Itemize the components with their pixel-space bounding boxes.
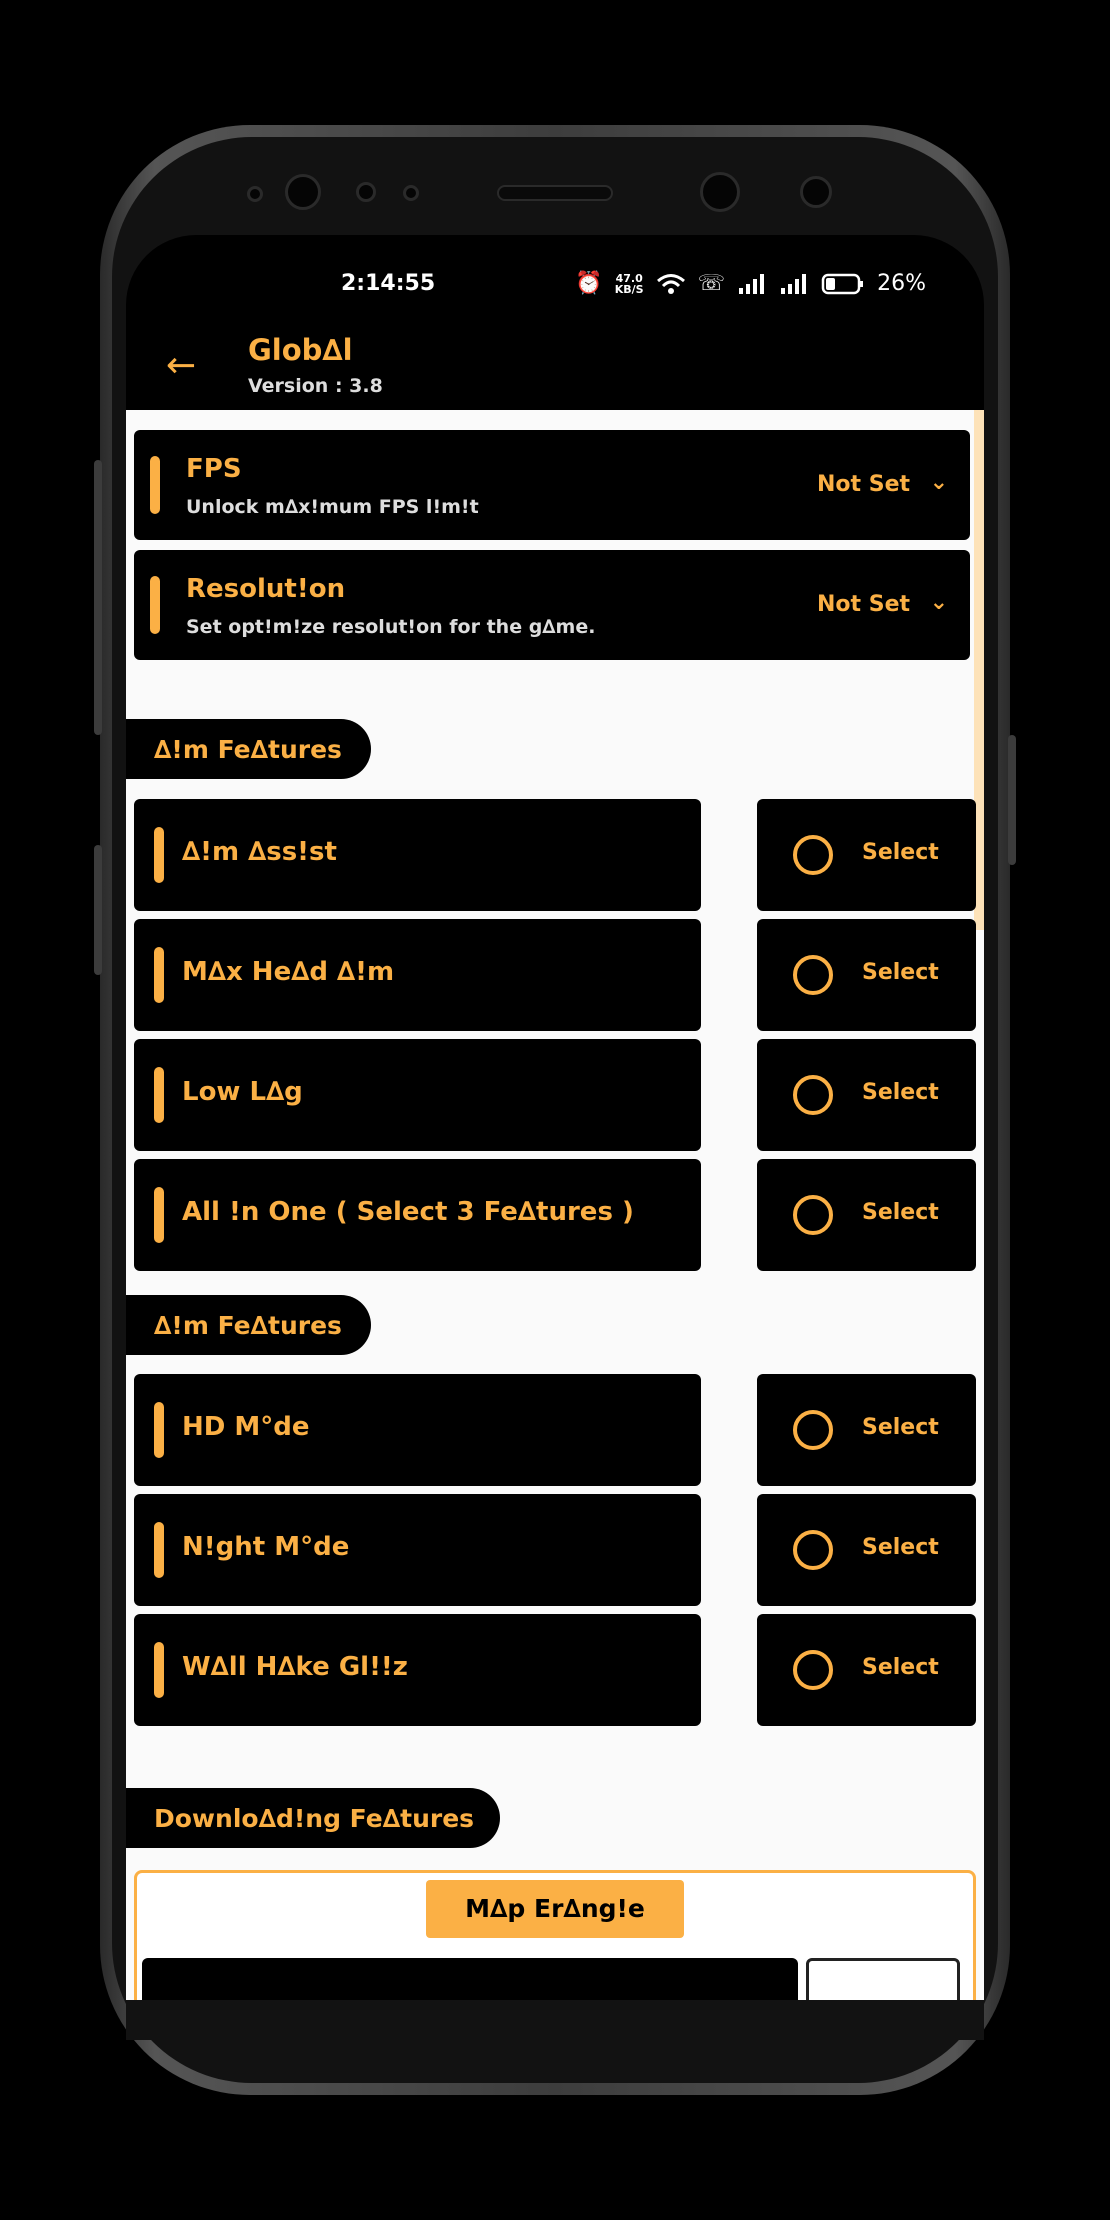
radio-icon [793, 1075, 833, 1115]
setting-value: Not Set [817, 472, 910, 497]
feature-row [134, 1494, 701, 1606]
select-label: Select [862, 960, 939, 985]
select-button[interactable] [757, 1159, 976, 1271]
side-button [94, 845, 102, 975]
chevron-down-icon: ⌄ [929, 590, 948, 615]
setting-value: Not Set [817, 592, 910, 617]
volume-button [94, 460, 102, 735]
select-label: Select [862, 1535, 939, 1560]
accent-bar [154, 1402, 164, 1458]
select-button[interactable] [757, 919, 976, 1031]
feature-label: M∆x He∆d ∆!m [182, 957, 395, 987]
sensor-dot [800, 176, 832, 208]
accent-bar [154, 947, 164, 1003]
screen-bottom-bezel [126, 2000, 984, 2040]
sensor-dot [247, 186, 263, 202]
status-time: 2:14:55 [341, 271, 436, 296]
power-button [1008, 735, 1016, 865]
signal-icon-2 [779, 272, 809, 296]
radio-icon [793, 1650, 833, 1690]
setting-fps[interactable] [134, 430, 970, 540]
radio-icon [793, 835, 833, 875]
feature-row [134, 1374, 701, 1486]
sensor-dot [356, 182, 376, 202]
app-version: Version : 3.8 [248, 375, 383, 397]
setting-subtitle: Unlock m∆x!mum FPS l!m!t [186, 496, 479, 518]
alarm-icon: ⏰ [575, 271, 603, 296]
feature-row [134, 1039, 701, 1151]
earpiece-speaker [497, 185, 613, 201]
feature-row [134, 1159, 701, 1271]
wifi-icon [656, 272, 686, 296]
feature-label: HD M°de [182, 1412, 310, 1442]
select-button[interactable] [757, 1614, 976, 1726]
feature-label: Low L∆g [182, 1077, 303, 1107]
phone-screen [126, 235, 984, 2000]
select-label: Select [862, 1415, 939, 1440]
front-camera [285, 174, 321, 210]
main-content [126, 410, 984, 2000]
select-button[interactable] [757, 1374, 976, 1486]
feature-label: ∆!m ∆ss!st [182, 837, 337, 867]
accent-bar [150, 456, 160, 514]
setting-title: Resolut!on [186, 574, 346, 604]
front-camera-2 [700, 172, 740, 212]
app-title: Glob∆l [248, 333, 353, 367]
accent-bar [154, 827, 164, 883]
map-erangle-button[interactable]: M∆p Er∆ng!e [426, 1880, 684, 1938]
battery-icon [821, 272, 865, 296]
radio-icon [793, 955, 833, 995]
feature-row [134, 799, 701, 911]
net-speed-value: 47.0 [615, 271, 643, 285]
section-header: ∆!m Fe∆tures [126, 1295, 371, 1355]
net-speed-unit: KB/S [614, 282, 644, 296]
call-icon: ☏ [697, 271, 726, 296]
feature-row [134, 1614, 701, 1726]
feature-row [134, 919, 701, 1031]
sensor-dot [403, 185, 419, 201]
feature-label: All !n One ( Select 3 Fe∆tures ) [182, 1197, 634, 1227]
section-header: ∆!m Fe∆tures [126, 719, 371, 779]
back-arrow-icon[interactable]: ← [166, 345, 197, 386]
download-row [142, 1958, 798, 2000]
chevron-down-icon: ⌄ [929, 470, 948, 495]
accent-bar [154, 1067, 164, 1123]
signal-icon [737, 272, 767, 296]
setting-title: FPS [186, 454, 242, 484]
radio-icon [793, 1530, 833, 1570]
radio-icon [793, 1195, 833, 1235]
setting-subtitle: Set opt!m!ze resolut!on for the g∆me. [186, 616, 596, 638]
setting-resolution[interactable] [134, 550, 970, 660]
accent-bar [154, 1522, 164, 1578]
battery-percent: 26% [877, 271, 926, 296]
radio-icon [793, 1410, 833, 1450]
accent-bar [154, 1187, 164, 1243]
status-icons [575, 271, 926, 296]
select-label: Select [862, 1080, 939, 1105]
accent-bar [150, 576, 160, 634]
net-speed [615, 273, 644, 295]
status-bar [126, 235, 984, 335]
select-button[interactable] [757, 1494, 976, 1606]
select-label: Select [862, 840, 939, 865]
download-toggle[interactable] [806, 1958, 960, 2000]
select-button[interactable] [757, 799, 976, 911]
accent-bar [154, 1642, 164, 1698]
feature-label: W∆ll H∆ke Gl!!z [182, 1652, 408, 1682]
feature-label: N!ght M°de [182, 1532, 350, 1562]
select-label: Select [862, 1200, 939, 1225]
select-label: Select [862, 1655, 939, 1680]
select-button[interactable] [757, 1039, 976, 1151]
section-header-downloading: Downlo∆d!ng Fe∆tures [126, 1788, 500, 1848]
